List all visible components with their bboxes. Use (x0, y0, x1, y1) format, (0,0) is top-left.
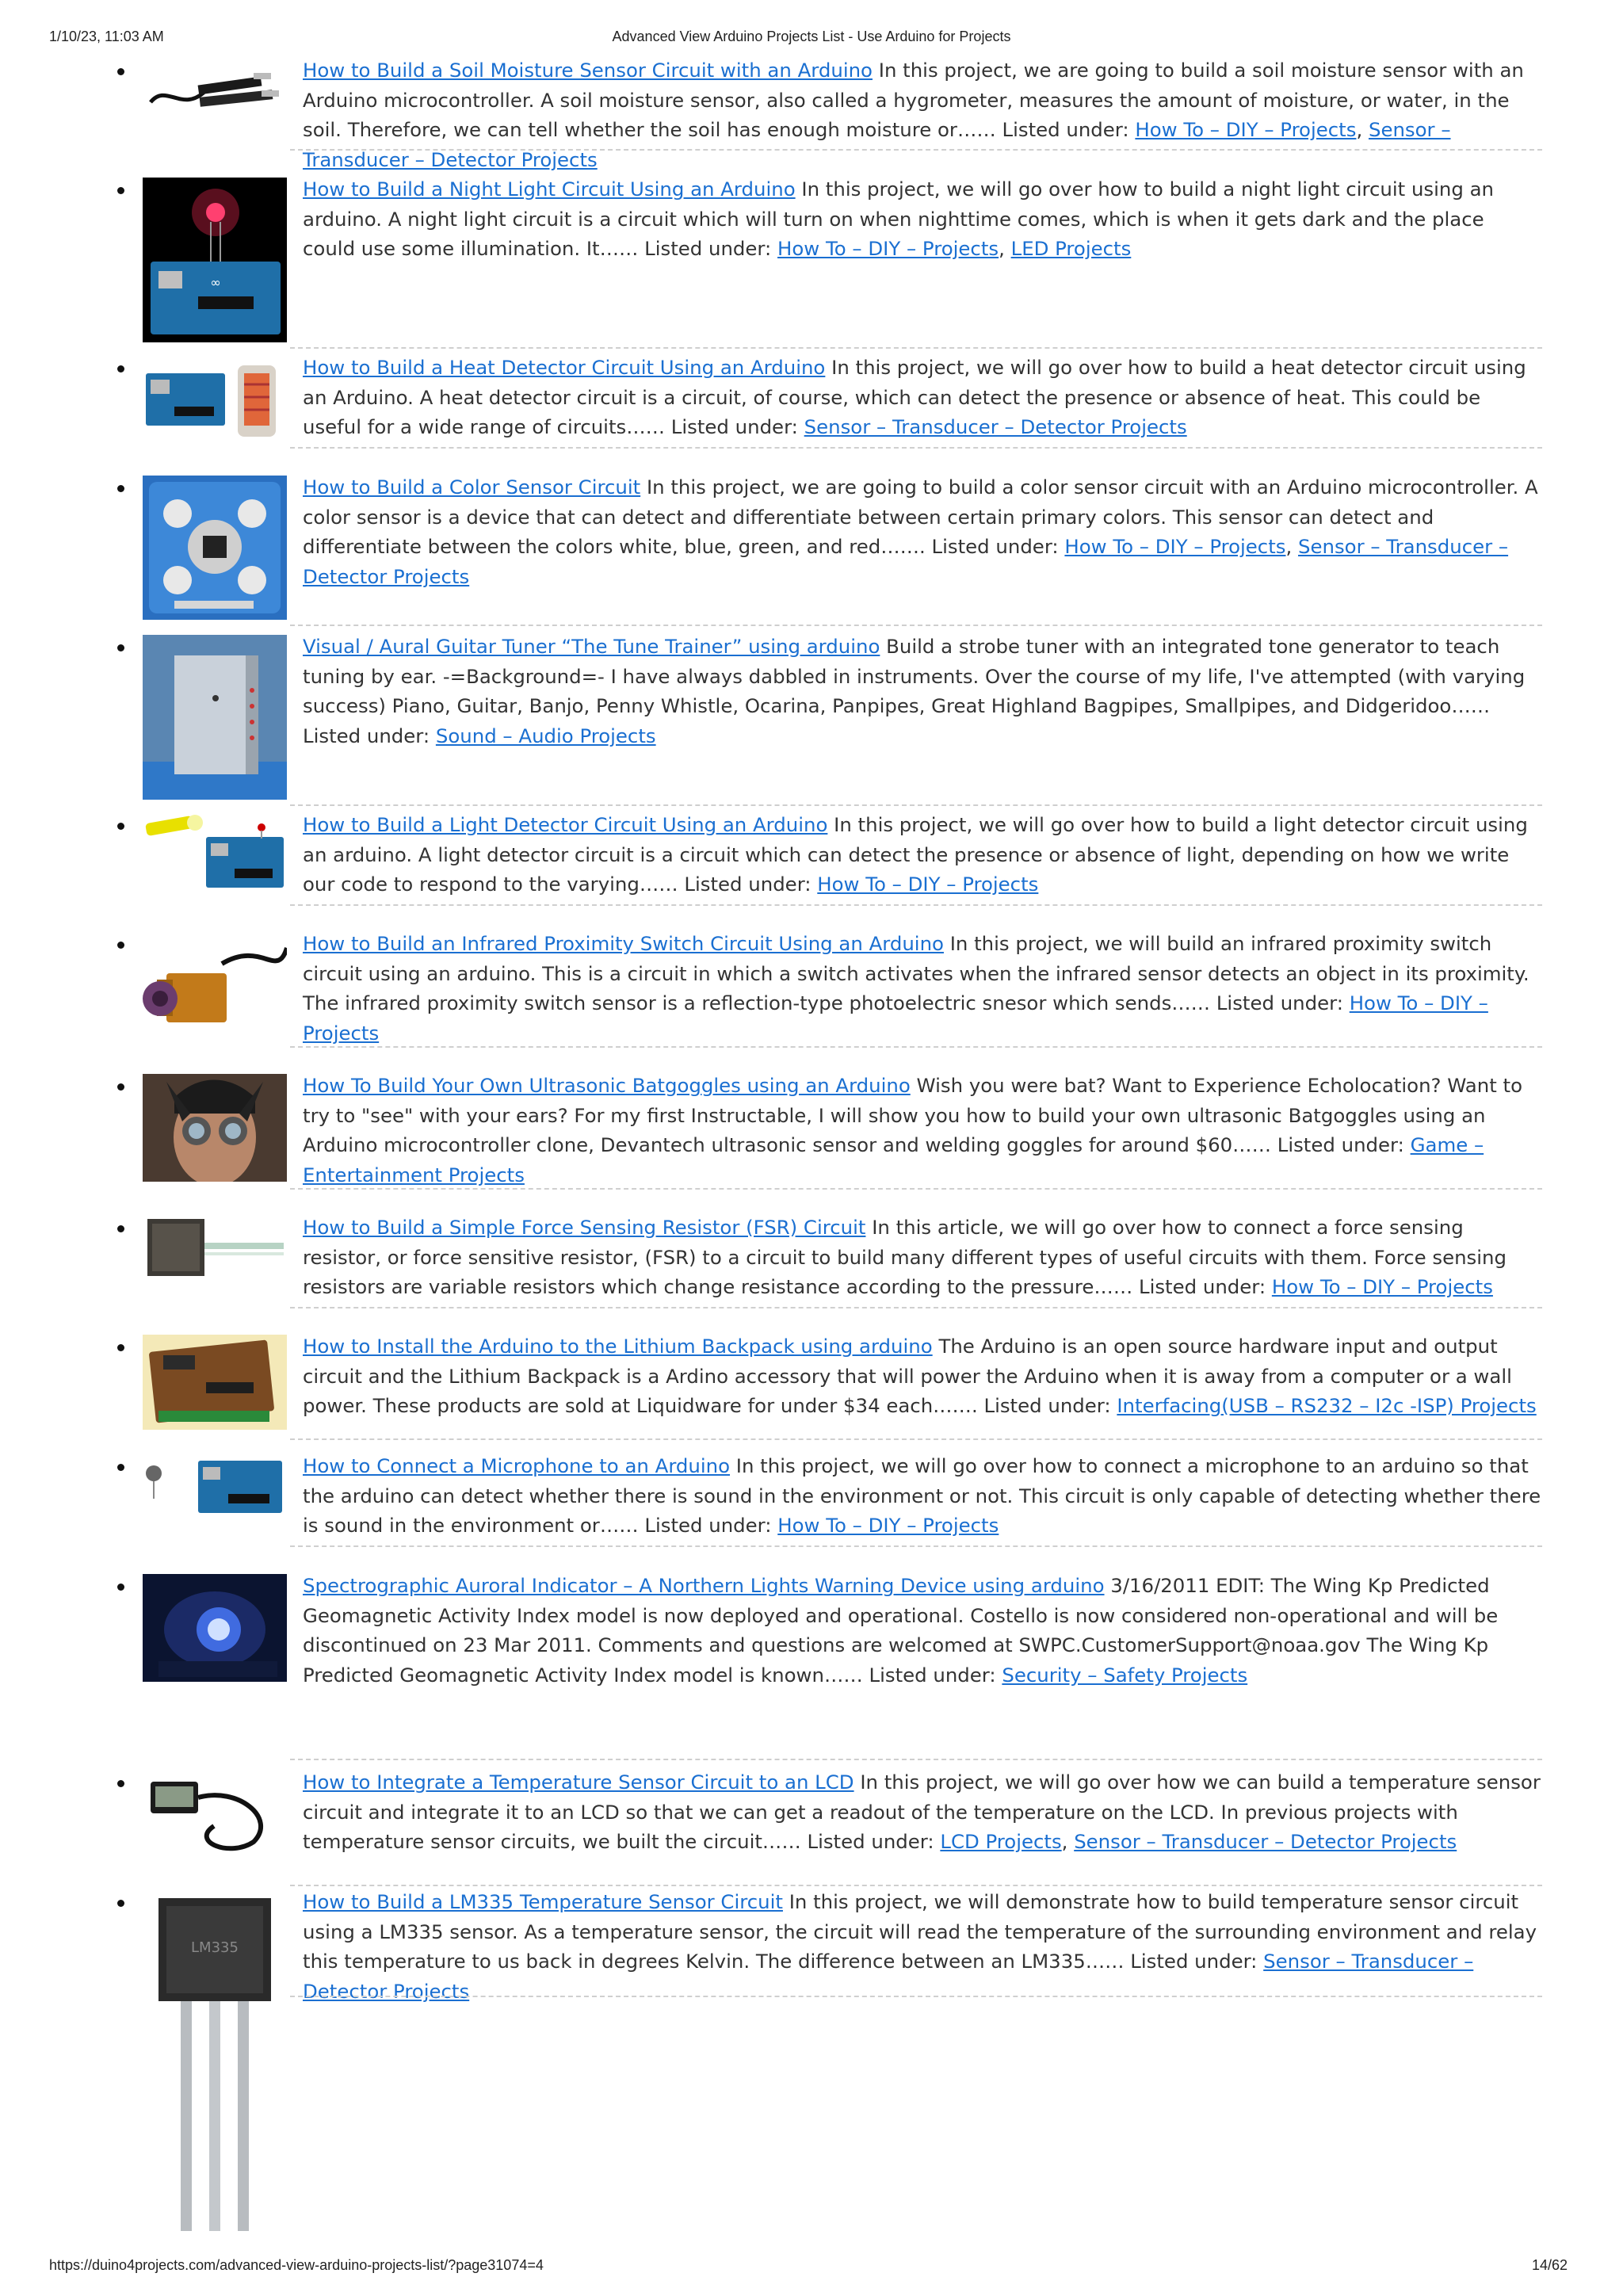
lithium-backpack-image[interactable] (143, 1335, 287, 1430)
category-link[interactable]: LED Projects (1010, 237, 1132, 260)
category-link[interactable]: Sensor – Transducer – Detector Projects (303, 535, 1509, 588)
item-title-link[interactable]: How to Build a LM335 Temperature Sensor Circuit (303, 1890, 783, 1913)
item-title-link[interactable]: How to Build a Color Sensor Circuit (303, 476, 641, 499)
bullet (117, 644, 124, 651)
item-description: How to Build a Simple Force Sensing Resistor (FSR) Circuit In this article, we will go over how to connect a force sensing resistor, or force sensitive resistor, (FSR) to a circuit to build many different types of useful circuits with them. Force sensing resistors are variable resistors which change resistance according to the pressure…… Listed under: How To – DIY – Projects (303, 1216, 1507, 1298)
bullet (117, 365, 124, 372)
divider (290, 1885, 1542, 1886)
svg-text:LM335: LM335 (191, 1939, 239, 1956)
microphone-arduino-image[interactable] (143, 1454, 287, 1518)
item-description: How to Connect a Microphone to an Arduino In this project, we will go over how to connect a microphone to an arduino so that the arduino can detect whether there is sound in the environment or not. This circuit is only capable of detecting whether there is sound in the environment or…… Listed under: How To – DIY – Projects (303, 1454, 1541, 1537)
item-description: Visual / Aural Guitar Tuner “The Tune Trainer” using arduino Build a strobe tuner with an integrated tone generator to teach tuning by ear. -=Background=- I have always dabbled in instruments. Over the course of my life, I've attempted (with varying success) Piano, Guitar, Banjo, Penny Whistle, Ocarina, Panpipes, Great Highland Bagpipes, Smallpipes, and Didgeridoo…… Listed under: Sound – Audio Projects (303, 635, 1526, 747)
category-link[interactable]: Sensor – Transducer – Detector Projects (1074, 1830, 1457, 1853)
item-description: How to Build an Infrared Proximity Switch Circuit Using an Arduino In this project, we will build an infrared proximity switch circuit using an arduino. This is a circuit in which a switch activates when the infrared sensor detects an object in its proximity. The infrared proximity switch sensor is a reflection-type photoelectric snesor which sends…… Listed under: How To – DIY – Projects (303, 932, 1529, 1045)
item-title-link[interactable]: How to Build a Light Detector Circuit Using an Arduino (303, 813, 828, 836)
category-link[interactable]: Interfacing(USB – RS232 – I2c -ISP) Projects (1117, 1394, 1537, 1417)
item-title-link[interactable]: How to Build a Night Light Circuit Using an Arduino (303, 178, 796, 201)
arduino-red-led-image[interactable] (143, 178, 287, 342)
page-title: Advanced View Arduino Projects List - Use Arduino for Projects (612, 29, 1011, 44)
divider (290, 1759, 1542, 1760)
item-description: How to Integrate a Temperature Sensor Circuit to an LCD In this project, we will go over how we can build a temperature sensor circuit and integrate it to an LCD so that we can get a readout of the temperature on the LCD. In previous projects with temperature sensor circuits, we built the circuit…… Listed under: LCD Projects, Sensor – Transducer – Detector Projects (303, 1771, 1541, 1853)
category-link[interactable]: How To – DIY – Projects (777, 237, 999, 260)
item-title-link[interactable]: How to Install the Arduino to the Lithium Backpack using arduino (303, 1335, 933, 1358)
aurora-indicator-image[interactable] (143, 1574, 287, 1682)
category-link[interactable]: How To – DIY – Projects (1064, 535, 1286, 558)
divider (290, 904, 1542, 906)
divider (290, 625, 1542, 626)
svg-text:∞: ∞ (210, 275, 221, 290)
item-description: How to Build a LM335 Temperature Sensor Circuit In this project, we will demonstrate how to build temperature sensor circuit using a LM335 sensor. As a temperature sensor, the circuit will read the temperature of the surrounding environment and relay this temperature to us back in degrees Kelvin. The difference between an LM335…… Listed under: Sensor – Transducer – Detector Projects (303, 1890, 1537, 2003)
item-title-link[interactable]: Spectrographic Auroral Indicator – A Northern Lights Warning Device using arduino (303, 1574, 1105, 1597)
bullet (117, 942, 124, 949)
item-title-link[interactable]: How to Build an Infrared Proximity Switch Circuit Using an Arduino (303, 932, 944, 955)
category-link[interactable]: LCD Projects (940, 1830, 1062, 1853)
guitar-tuner-box-image[interactable] (143, 635, 287, 800)
item-description: How to Install the Arduino to the Lithium Backpack using arduino The Arduino is an open source hardware input and output circuit and the Lithium Backpack is a Ardino accessory that will power the Arduino when it is away from a computer or a wall power. These products are sold at Liquidware for under $34 each……. Listed under: Interfacing(USB – RS232 – I2c -ISP) Projects (303, 1335, 1537, 1417)
bullet (117, 485, 124, 492)
category-link[interactable]: Sensor – Transducer – Detector Projects (804, 415, 1187, 438)
item-title-link[interactable]: How to Build a Heat Detector Circuit Using an Arduino (303, 356, 826, 379)
divider (290, 1046, 1542, 1048)
category-link[interactable]: Game – Entertainment Projects (303, 1133, 1484, 1186)
item-description: How to Build a Color Sensor Circuit In this project, we are going to build a color sensor circuit with an Arduino microcontroller. A color sensor is a device that can detect and differentiate between certain primary colors. This sensor can detect and differentiate between the colors white, blue, green, and red……. Listed under: How To – DIY – Projects, Sensor – Transducer – Detector Projects (303, 476, 1538, 588)
category-link[interactable]: How To – DIY – Projects (303, 991, 1488, 1045)
item-title-link[interactable]: How to Connect a Microphone to an Arduino (303, 1454, 731, 1477)
divider (290, 447, 1542, 449)
divider (290, 1545, 1542, 1547)
category-link[interactable]: Sensor – Transducer – Detector Projects (303, 118, 1451, 171)
page-url: https://duino4projects.com/advanced-view-arduino-projects-list/?page31074=4 (49, 2257, 544, 2273)
category-link[interactable]: How To – DIY – Projects (1271, 1275, 1493, 1298)
divider (290, 347, 1542, 349)
print-datetime: 1/10/23, 11:03 AM (49, 29, 164, 44)
item-description: Spectrographic Auroral Indicator – A Northern Lights Warning Device using arduino 3/16/2011 EDIT: The Wing Kp Predicted Geomagnetic Activity Index model is now deployed and operational. Costello is now considered non-operational and will be discontinued on 23 Mar 2011. Comments and questions are welcomed at SWPC.CustomerSupport@noaa.gov The Wing Kp Predicted Geomagnetic Activity Index model is known…… Listed under: Security – Safety Projects (303, 1574, 1499, 1687)
bullet (117, 187, 124, 194)
item-description: How to Build a Heat Detector Circuit Using an Arduino In this project, we will go over how to build a heat detector circuit using an Arduino. A heat detector circuit is a circuit, of course, which can detect the presence or absence of heat. This could be useful for a wide range of circuits…… Listed under: Sensor – Transducer – Detector Projects (303, 356, 1526, 438)
lm335-sensor-image[interactable] (143, 1890, 287, 2236)
color-sensor-module-image[interactable] (143, 476, 287, 620)
bullet (117, 1464, 124, 1471)
lcd-thermometer-image[interactable] (143, 1771, 287, 1858)
bullet (117, 1900, 124, 1907)
bullet (117, 1780, 124, 1787)
divider (290, 1996, 1542, 1997)
item-description: How To Build Your Own Ultrasonic Batgoggles using an Arduino Wish you were bat? Want to Experience Echolocation? Want to try to "see" with your ears? For my first Instructable, I will show you how to build your own ultrasonic Batgoggles using an Arduino microcontroller clone, Devantech ultrasonic sensor and welding goggles for around $60…… Listed under: Game – Entertainment Projects (303, 1074, 1523, 1186)
batgoggles-image[interactable] (143, 1074, 287, 1182)
divider (290, 1188, 1542, 1190)
item-description: How to Build a Light Detector Circuit Using an Arduino In this project, we will go over how to build a light detector circuit using an arduino. A light detector circuit is a circuit which can detect the presence or absence of light, depending on how we write our code to respond to the varying…… Listed under: How To – DIY – Projects (303, 813, 1528, 896)
item-description: How to Build a Soil Moisture Sensor Circuit with an Arduino In this project, we are going to build a soil moisture sensor with an Arduino microcontroller. A soil moisture sensor, also called a hygrometer, measures the amount of moisture, or water, in the soil. Therefore, we can tell whether the soil has enough moisture or…… Listed under: How To – DIY – Projects, Sensor – Transducer – Detector Projects (303, 59, 1524, 171)
bullet (117, 1584, 124, 1591)
item-title-link[interactable]: How To Build Your Own Ultrasonic Batgoggles using an Arduino (303, 1074, 911, 1097)
flashlight-arduino-image[interactable] (143, 813, 287, 892)
bullet (117, 1083, 124, 1091)
category-link[interactable]: How To – DIY – Projects (777, 1514, 999, 1537)
divider (290, 804, 1542, 806)
force-sensor-image[interactable] (143, 1216, 287, 1287)
arduino-heater-image[interactable] (143, 356, 287, 443)
category-link[interactable]: How To – DIY – Projects (817, 873, 1039, 896)
bullet (117, 1344, 124, 1351)
bullet (117, 1225, 124, 1232)
infrared-sensor-image[interactable] (143, 932, 287, 1051)
divider (290, 1307, 1542, 1308)
soil-moisture-sensor-image[interactable] (143, 59, 287, 122)
item-title-link[interactable]: How to Build a Simple Force Sensing Resistor (FSR) Circuit (303, 1216, 866, 1239)
bullet (117, 823, 124, 830)
item-title-link[interactable]: Visual / Aural Guitar Tuner “The Tune Trainer” using arduino (303, 635, 880, 658)
page-number: 14/62 (1531, 2257, 1568, 2273)
item-title-link[interactable]: How to Build a Soil Moisture Sensor Circuit with an Arduino (303, 59, 873, 82)
divider (290, 1438, 1542, 1440)
item-description: How to Build a Night Light Circuit Using an Arduino In this project, we will go over how to build a night light circuit using an arduino. A night light circuit is a circuit which will turn on when nighttime comes, which is when it gets dark and the place could use some illumination. It…… Listed under: How To – DIY – Projects, LED Projects (303, 178, 1494, 260)
category-link[interactable]: Security – Safety Projects (1002, 1663, 1248, 1687)
divider (290, 149, 1542, 151)
item-title-link[interactable]: How to Integrate a Temperature Sensor Circuit to an LCD (303, 1771, 854, 1794)
category-link[interactable]: How To – DIY – Projects (1135, 118, 1357, 141)
category-link[interactable]: Sensor – Transducer – Detector Projects (303, 1950, 1474, 2003)
bullet (117, 68, 124, 75)
category-link[interactable]: Sound – Audio Projects (435, 724, 656, 747)
